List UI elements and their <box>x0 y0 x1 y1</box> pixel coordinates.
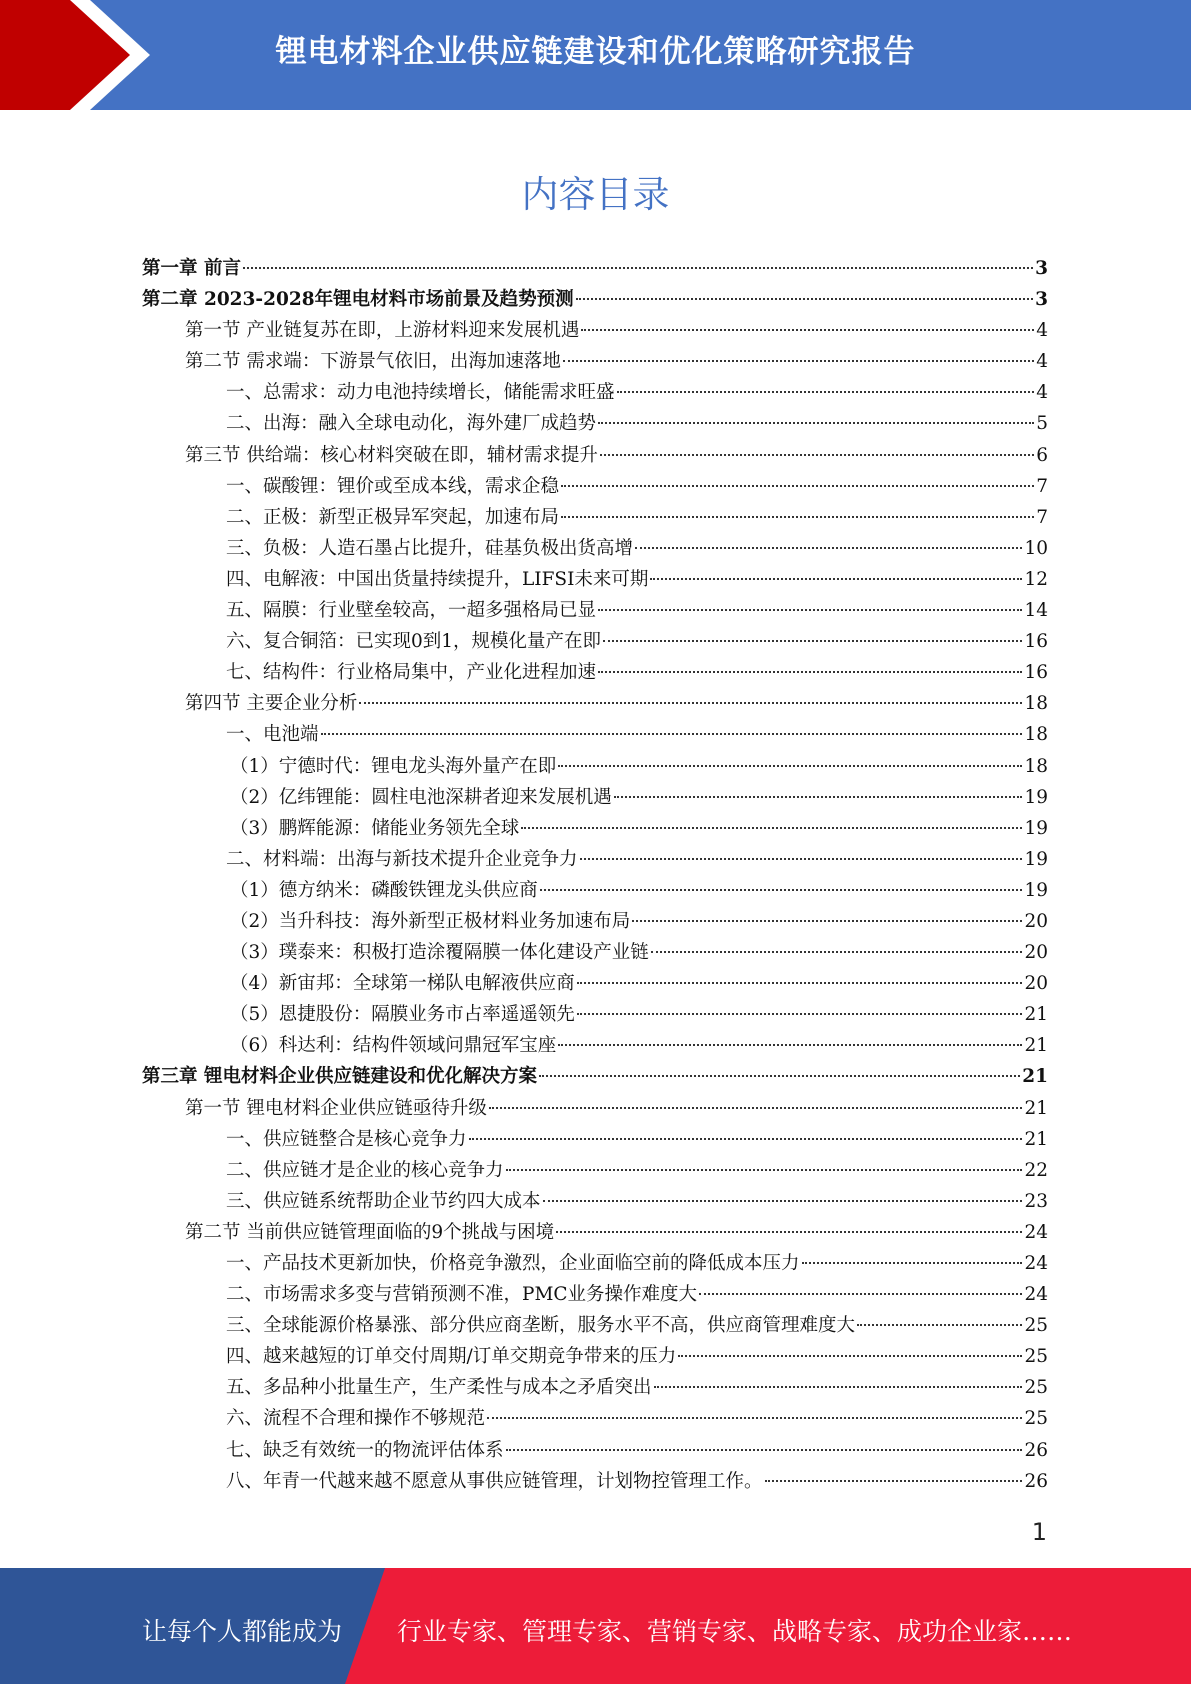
toc-entry-page: 19 <box>1024 786 1048 808</box>
toc-entry[interactable] <box>142 1248 1048 1279</box>
toc-entry-page: 19 <box>1024 848 1048 870</box>
toc-entry-label: 第二节 需求端：下游景气依旧，出海加速落地 <box>185 351 561 373</box>
toc-entry[interactable] <box>142 906 1048 937</box>
toc-leader-dots <box>598 671 1022 673</box>
toc-entry[interactable] <box>142 595 1048 626</box>
toc-entry-page: 4 <box>1036 382 1048 404</box>
toc-entry[interactable] <box>142 346 1048 377</box>
toc-leader-dots <box>540 889 1023 891</box>
toc-entry[interactable] <box>142 1466 1048 1497</box>
toc-entry[interactable] <box>142 751 1048 782</box>
toc-entry-page: 12 <box>1024 568 1048 590</box>
toc-entry-label: （2）亿纬锂能：圆柱电池深耕者迎来发展机遇 <box>230 786 612 808</box>
toc-entry-page: 7 <box>1036 506 1048 528</box>
toc-leader-dots <box>556 1231 1022 1233</box>
toc-entry-label: 三、负极：人造石墨占比提升，硅基负极出货高增 <box>226 537 634 559</box>
toc-heading: 内容目录 <box>521 173 670 216</box>
toc-leader-dots <box>654 1386 1023 1388</box>
toc-entry[interactable] <box>142 440 1048 471</box>
toc-entry[interactable] <box>142 1186 1048 1217</box>
toc-entry-page: 20 <box>1024 973 1048 995</box>
toc-entry-page: 22 <box>1024 1159 1048 1181</box>
toc-leader-dots <box>632 920 1022 922</box>
toc-entry[interactable] <box>142 471 1048 502</box>
toc-entry-page: 14 <box>1024 600 1048 622</box>
toc-leader-dots <box>765 1480 1023 1482</box>
toc-entry[interactable] <box>142 1310 1048 1341</box>
toc-entry-label: 二、材料端：出海与新技术提升企业竞争力 <box>226 848 578 870</box>
toc-entry[interactable] <box>142 253 1048 284</box>
toc-leader-dots <box>678 1355 1022 1357</box>
toc-entry-label: 五、隔膜：行业壁垒较高，一超多强格局已显 <box>226 600 597 622</box>
toc-leader-dots <box>617 391 1035 393</box>
toc-entry-label: 六、流程不合理和操作不够规范 <box>226 1408 486 1430</box>
toc-entry-page: 19 <box>1024 879 1048 901</box>
toc-leader-dots <box>558 765 1022 767</box>
toc-entry[interactable] <box>142 719 1048 750</box>
toc-entry-label: 三、全球能源价格暴涨、部分供应商垄断，服务水平不高，供应商管理难度大 <box>226 1315 856 1337</box>
toc-entry[interactable] <box>142 1030 1048 1061</box>
toc-entry-page: 24 <box>1024 1221 1048 1243</box>
toc-entry-label: 四、越来越短的订单交付周期/订单交期竞争带来的压力 <box>226 1346 677 1368</box>
toc-entry-page: 4 <box>1036 351 1048 373</box>
toc-entry-page: 26 <box>1024 1470 1048 1492</box>
toc-entry-page: 3 <box>1035 289 1048 311</box>
toc-entry[interactable] <box>142 1061 1048 1092</box>
toc-entry-page: 5 <box>1036 413 1048 435</box>
toc-entry-page: 18 <box>1024 724 1048 746</box>
toc-leader-dots <box>561 516 1034 518</box>
toc-entry-label: 四、电解液：中国出货量持续提升，LIFSI未来可期 <box>226 568 649 590</box>
toc-entry-page: 18 <box>1024 693 1048 715</box>
toc-entry[interactable] <box>142 502 1048 533</box>
toc-leader-dots <box>577 1013 1023 1015</box>
toc-entry-label: 二、供应链才是企业的核心竞争力 <box>226 1159 504 1181</box>
toc-leader-dots <box>603 640 1022 642</box>
toc-entry-label: （1）宁德时代：锂电龙头海外量产在即 <box>230 755 557 777</box>
toc-entry-label: 第一节 锂电材料企业供应链亟待升级 <box>185 1097 487 1119</box>
toc-entry-page: 3 <box>1035 258 1048 279</box>
toc-entry-page: 24 <box>1024 1284 1048 1306</box>
toc-entry-label: 二、市场需求多变与营销预测不准，PMC业务操作难度大 <box>226 1284 698 1306</box>
toc-entry-label: 八、年青一代越来越不愿意从事供应链管理，计划物控管理工作。 <box>226 1470 763 1492</box>
toc-leader-dots <box>650 578 1022 580</box>
toc-entry[interactable] <box>142 533 1048 564</box>
toc-entry[interactable] <box>142 1372 1048 1403</box>
toc-entry-label: 第三节 供给端：核心材料突破在即，辅材需求提升 <box>185 444 598 466</box>
toc-leader-dots <box>539 1075 1020 1077</box>
toc-entry[interactable] <box>142 968 1048 999</box>
toc-entry[interactable] <box>142 377 1048 408</box>
toc-entry-page: 25 <box>1024 1408 1048 1430</box>
toc-leader-dots <box>635 547 1022 549</box>
toc-entry[interactable] <box>142 1124 1048 1155</box>
toc-leader-dots <box>581 329 1034 331</box>
toc-entry-page: 20 <box>1024 910 1048 932</box>
toc-entry-label: 七、缺乏有效统一的物流评估体系 <box>226 1439 504 1461</box>
toc-entry-page: 25 <box>1024 1377 1048 1399</box>
toc-entry[interactable] <box>142 284 1048 315</box>
toc-leader-dots <box>614 796 1023 798</box>
footer-banner <box>0 1568 1191 1684</box>
toc-entry[interactable] <box>142 1093 1048 1124</box>
toc-entry-label: 第二节 当前供应链管理面临的9个挑战与困境 <box>185 1221 555 1243</box>
toc-entry[interactable] <box>142 564 1048 595</box>
toc-entry-page: 6 <box>1036 444 1048 466</box>
toc-leader-dots <box>598 422 1034 424</box>
toc-entry-label: （4）新宙邦：全球第一梯队电解液供应商 <box>230 973 575 995</box>
toc-entry[interactable] <box>142 626 1048 657</box>
toc-leader-dots <box>359 702 1022 704</box>
toc-entry-page: 10 <box>1024 537 1048 559</box>
toc-entry-label: （1）德方纳米：磷酸铁锂龙头供应商 <box>230 879 538 901</box>
toc-leader-dots <box>506 1169 1023 1171</box>
toc-leader-dots <box>857 1324 1022 1326</box>
toc-entry[interactable] <box>142 937 1048 968</box>
toc-leader-dots <box>558 1044 1022 1046</box>
toc-entry-label: 一、碳酸锂：锂价或至成本线，需求企稳 <box>226 475 560 497</box>
toc-leader-dots <box>506 1449 1023 1451</box>
toc-entry[interactable] <box>142 844 1048 875</box>
toc-entry-page: 18 <box>1024 755 1048 777</box>
toc-entry-page: 7 <box>1036 475 1048 497</box>
toc-entry-label: 第一节 产业链复苏在即，上游材料迎来发展机遇 <box>185 320 580 342</box>
toc-leader-dots <box>487 1417 1022 1419</box>
toc-leader-dots <box>802 1262 1023 1264</box>
toc-entry-label: （6）科达利：结构件领域问鼎冠军宝座 <box>230 1035 557 1057</box>
toc-leader-dots <box>598 609 1022 611</box>
toc-entry[interactable] <box>142 1403 1048 1434</box>
toc-entry-page: 16 <box>1024 631 1048 653</box>
toc-entry-page: 21 <box>1024 1004 1048 1026</box>
toc-entry-label: （2）当升科技：海外新型正极材料业务加速布局 <box>230 910 631 932</box>
toc-entry-page: 4 <box>1036 320 1048 342</box>
toc-leader-dots <box>563 360 1034 362</box>
toc-entry[interactable] <box>142 657 1048 688</box>
footer-slogan-right: 行业专家、管理专家、营销专家、战略专家、成功企业家…… <box>397 1617 1073 1646</box>
toc-entry-page: 21 <box>1022 1066 1048 1088</box>
toc-entry-page: 21 <box>1024 1035 1048 1057</box>
toc-leader-dots <box>699 1293 1022 1295</box>
toc-entry-label: 第二章 2023-2028年锂电材料市场前景及趋势预测 <box>142 289 574 311</box>
toc-entry-page: 16 <box>1024 662 1048 684</box>
toc-entry[interactable] <box>142 688 1048 719</box>
toc-entry-label: 二、出海：融入全球电动化，海外建厂成趋势 <box>226 413 597 435</box>
toc-entry-label: 第三章 锂电材料企业供应链建设和优化解决方案 <box>142 1066 537 1088</box>
toc-leader-dots <box>561 485 1034 487</box>
toc-entry[interactable] <box>142 315 1048 346</box>
header-banner <box>0 0 1191 110</box>
toc-entry-label: 第一章 前言 <box>142 258 241 279</box>
toc-leader-dots <box>577 982 1023 984</box>
toc-entry-page: 20 <box>1024 942 1048 964</box>
toc-leader-dots <box>243 267 1033 269</box>
toc-leader-dots <box>543 1200 1023 1202</box>
table-of-contents <box>142 253 1048 1497</box>
toc-entry[interactable] <box>142 1341 1048 1372</box>
toc-entry-page: 24 <box>1024 1253 1048 1274</box>
toc-entry-label: 六、复合铜箔：已实现0到1，规模化量产在即 <box>226 631 602 653</box>
toc-entry[interactable] <box>142 408 1048 439</box>
page-number: 1 <box>1031 1518 1047 1546</box>
toc-entry-page: 26 <box>1024 1439 1048 1461</box>
toc-entry-label: 七、结构件：行业格局集中，产业化进程加速 <box>226 662 597 684</box>
toc-entry[interactable] <box>142 1435 1048 1466</box>
footer-slogan-left: 让每个人都能成为 <box>142 1617 343 1646</box>
toc-entry-label: （5）恩捷股份：隔膜业务市占率遥遥领先 <box>230 1004 575 1026</box>
toc-entry[interactable] <box>142 782 1048 813</box>
toc-entry-label: 二、正极：新型正极异军突起，加速布局 <box>226 506 560 528</box>
toc-entry-page: 25 <box>1024 1346 1048 1368</box>
toc-leader-dots <box>489 1107 1023 1109</box>
toc-entry-label: （3）璞泰来：积极打造涂覆隔膜一体化建设产业链 <box>230 942 649 964</box>
toc-leader-dots <box>600 454 1034 456</box>
toc-leader-dots <box>580 858 1023 860</box>
toc-entry-label: 五、多品种小批量生产，生产柔性与成本之矛盾突出 <box>226 1377 652 1399</box>
toc-entry-label: 第四节 主要企业分析 <box>185 693 358 715</box>
toc-entry-label: 一、供应链整合是核心竞争力 <box>226 1128 467 1150</box>
toc-entry-page: 23 <box>1024 1190 1048 1212</box>
toc-entry-label: 三、供应链系统帮助企业节约四大成本 <box>226 1190 541 1212</box>
toc-entry[interactable] <box>142 1217 1048 1248</box>
toc-entry[interactable] <box>142 813 1048 844</box>
toc-entry-label: 一、电池端 <box>226 724 319 746</box>
toc-leader-dots <box>521 827 1022 829</box>
toc-entry[interactable] <box>142 1279 1048 1310</box>
document-title: 锂电材料企业供应链建设和优化策略研究报告 <box>275 34 916 70</box>
toc-leader-dots <box>469 1138 1023 1140</box>
toc-entry[interactable] <box>142 875 1048 906</box>
toc-entry[interactable] <box>142 1155 1048 1186</box>
toc-leader-dots <box>576 298 1034 300</box>
toc-entry-page: 19 <box>1024 817 1048 839</box>
toc-entry-label: 一、总需求：动力电池持续增长，储能需求旺盛 <box>226 382 615 404</box>
toc-entry-label: 一、产品技术更新加快，价格竞争激烈，企业面临空前的降低成本压力 <box>226 1253 800 1274</box>
toc-entry[interactable] <box>142 999 1048 1030</box>
toc-leader-dots <box>651 951 1023 953</box>
toc-entry-label: （3）鹏辉能源：储能业务领先全球 <box>230 817 520 839</box>
toc-leader-dots <box>321 733 1023 735</box>
toc-entry-page: 21 <box>1024 1128 1048 1150</box>
toc-entry-page: 21 <box>1024 1097 1048 1119</box>
toc-entry-page: 25 <box>1024 1315 1048 1337</box>
